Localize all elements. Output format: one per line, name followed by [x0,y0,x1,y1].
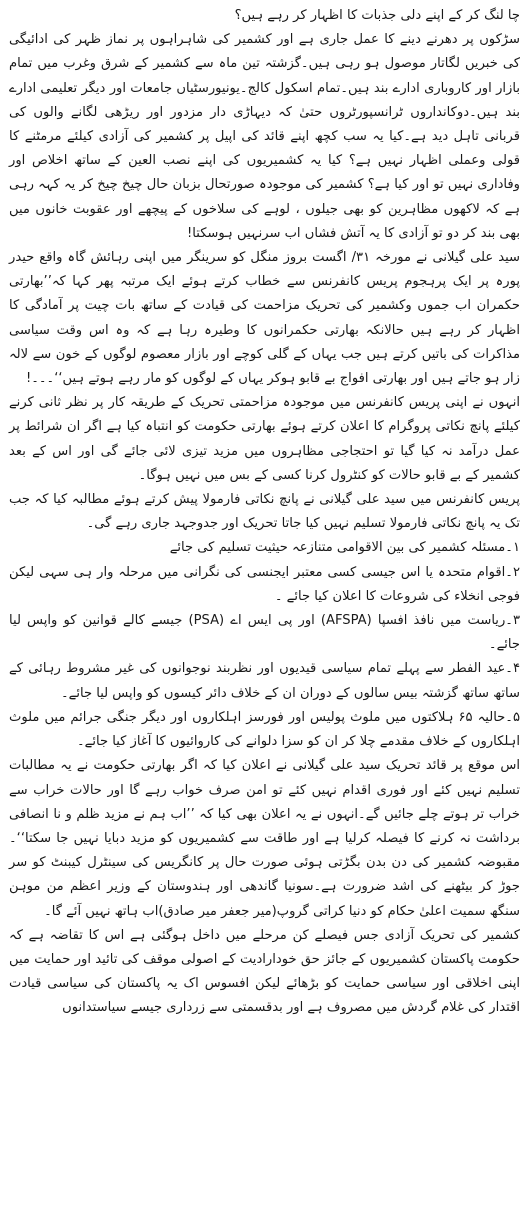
demand-list-item-2: ۲۔اقوام متحدہ یا اس جیسی کسی معتبر ایجنسی کی نگرانی میں مرحلہ وار ہی سہی لیکن فوجی انخلاء کی شروعات کا اعلان کیا جائے ۔ [9,564,520,604]
article-paragraph-protests: سڑکوں پر دھرنے دینے کا عمل جاری ہے اور کشمیر کی شاہراہوں پر نماز ظہر کی ادائیگی کی خبریں لگاتار موصول ہو رہی ہیں۔گزشتہ تین ماہ سے کشمیر کے شرق وغرب میں تمام بازار اور کاروباری ادارے بند ہیں۔تمام اسکول کالج۔یونیورسٹیاں جامعات اور دیگر تعلیمی ادارے بند ہیں۔دوکانداروں ٹرانسپورٹروں حتیٰ کہ دیہاڑی دار مزدور اور ریڑھی لگانے والوں کی قربانی تاہل دید ہے۔کیا یہ سب کچھ اپنے قائد کی اپیل پر کشمیر کی آزادی کیلئے مرمٹنے کا قولی وعملی اظہار نہیں ہے؟ کیا یہ کشمیریوں کی اپنے نصب العین کے ساتھ اخلاص اور وفاداری نہیں تو اور کیا ہے؟ کشمیر کی موجودہ صورتحال بزبان حال چیخ چیخ کر یہ کہہ رہی ہے کہ لاکھوں مظاہرین کو بھی جیلوں ، لوہے کی سلاخوں کے پیچھے اور عقوبت خانوں میں بھی بند کر دو تو آزادی کا یہ آتش فشاں اب سرنہیں ہوسکتا! [9,32,520,241]
article-paragraph-pakistan-role: کشمیر کی تحریک آزادی جس فیصلے کن مرحلے میں داخل ہوگئی ہے اس کا تقاضہ ہے کہ حکومت پاکستان کشمیریوں کے جائز حق خودارادیت کے اصولی موقف کی تائید اور حمایت میں اپنی اخلاقی اور سیاسی حمایت کو بڑھائے لیکن افسوس اک یہ پاکستان کی سیاسی قیادت اقتدار کی غلام گردش میں مصروف ہے اور بدقسمتی سے زرداری جیسے سیاستدانوں [9,927,520,1016]
demand-list-item-1: ۱۔مسئلہ کشمیر کی بین الاقوامی متنازعہ حیثیت تسلیم کی جائے [169,540,520,556]
demand-list-item-5: ۵۔حالیہ ۶۵ ہلاکتوں میں ملوث پولیس اور فورسز اہلکاروں اور دیگر جنگی جرائم میں ملوث اہلکاروں کے خلاف مقدمے چلا کر ان کو سزا دلوانے کی کاروائیوں کا آغاز کیا جائے۔ [9,709,520,750]
demand-list-item-3: ۳۔ریاست میں نافذ افسپا (AFSPA) اور پی ایس اے (PSA) جیسے کالے قوانین کو واپس لیا جائے۔ [9,613,520,653]
demand-list-item-4: ۴۔عید الفطر سے پہلے تمام سیاسی قیدیوں اور نظربند نوجوانوں کی غیر مشروط رہائی کے ساتھ ساتھ گزشتہ بیس سالوں کے دوران ان کے خلاف دائر کیسوں کو واپس لیا جائے۔ [9,661,520,701]
article-paragraph-five-point-programme: انہوں نے اپنی پریس کانفرنس میں موجودہ مزاحمتی تحریک کے طریقہ کار پر نظر ثانی کرنے کیلئے پانچ نکاتی پروگرام کا اعلان کرتے ہوئے بھارتی حکومت کو انتباہ کیا ہے اگر ان شرائط پر عمل درآمد نہ کیا گیا تو احتجاجی مظاہروں میں مزید تیزی لائی جائے گی اور اس کے بعد کشمیر کے بے قابو حالات کو کنٹرول کرنا کسی کے بس میں نہیں ہوگا۔ [9,395,520,483]
article-paragraph-intro-question: چا لنگ کر کے اپنے دلی جذبات کا اظہار کر رہے ہیں؟ [234,8,520,23]
article-paragraph-announcement: اس موقع پر قائد تحریک سید علی گیلانی نے اعلان کیا کہ اگر بھارتی حکومت نے یہ مطالبات تسلیم نہیں کئے اور فوری اقدام نہیں کئے تو امن صرف خواب رہے گا اور حالات خراب سے خراب تر ہوتے چلے جائیں گے۔انہوں نے یہ اعلان بھی کیا کہ ’’اب ہم نے مزید ظلم و نا انصافی برداشت نہ کرنے کا فیصلہ کرلیا ہے اور طاقت سے کشمیریوں کو مزید دبایا نہیں جا سکتا‘‘۔مقبوضہ کشمیر کی دن بدن بگڑتی ہوئی صورت حال پر کانگریس کی سینٹرل کیبنٹ کو سر جوڑ کر بیٹھنے کی اشد ضرورت ہے۔سونیا گاندھی اور ہندوستان کے وزیر اعظم من موہن سنگھ سمیت اعلیٰ حکام کو دنیا کراتی گروپ(میر جعفر میر صادق)اب ہاتھ نہیں آئے گا۔ [9,758,520,919]
article-paragraph-press-conference: سید علی گیلانی نے مورخہ ۳۱/ اگست بروز منگل کو سرینگر میں اپنی رہائش گاہ واقع حیدر پورہ پر ایک پرہجوم پریس کانفرنس سے خطاب کرتے ہوئے ایک مرتبہ پھر کہا کہ’’بھارتی حکمران اب جموں وکشمیر کی تحریک مزاحمت کی قیادت کے ساتھ بات چیت پر آمادگی کا اظہار کر رہے ہیں حالانکہ بھارتی حکمرانوں کا وطیرہ رہا ہے کہ وہ اس وقت سیاسی مذاکرات کی باتیں کرتے ہیں جب یہاں کے گلی کوچے اور بازار معصوم لوگوں کے خون سے لالہ زار ہو جاتے ہیں اور بھارتی افواج بے قابو ہوکر یہاں کے لوگوں کو مار رہے ہوتے ہیں‘‘۔۔۔! [9,250,521,387]
article-paragraph-formula-demand: پریس کانفرنس میں سید علی گیلانی نے پانچ نکاتی فارمولا پیش کرتے ہوئے مطالبہ کیا کہ جب تک یہ پانچ نکاتی فارمولا تسلیم نہیں کیا جاتا تحریک اور جدوجہد جاری رہے گی۔ [9,492,520,532]
